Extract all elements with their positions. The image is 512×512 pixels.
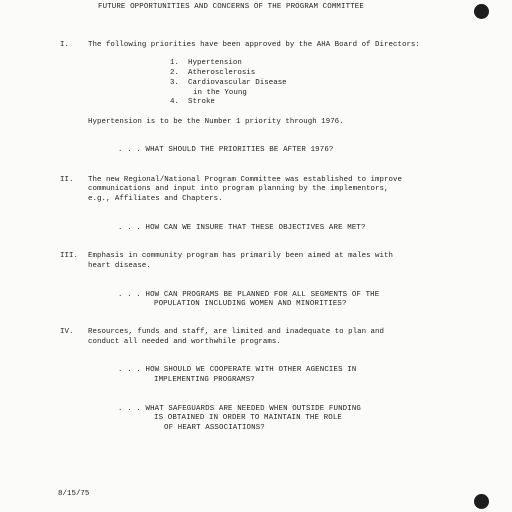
question-4b-line-1: . . . WHAT SAFEGUARDS ARE NEEDED WHEN OUTSIDE FUNDING [118,405,362,413]
priority-label-1: Hypertension [188,59,242,67]
section-numeral-3: III. [60,252,78,260]
section-numeral-4: IV. [60,328,74,336]
section-text-4-line-1: Resources, funds and staff, are limited and inadequate to plan and [88,328,385,336]
question-1: . . . WHAT SHOULD THE PRIORITIES BE AFTER 1976? [118,146,334,154]
binder-hole-bottom [474,494,489,509]
priority-label-2: Atherosclerosis [188,69,256,77]
question-4a-line-1: . . . HOW SHOULD WE COOPERATE WITH OTHER AGENCIES IN [118,366,357,374]
section-text-2-line-2: communications and input into program planning by the implementors, [88,185,389,193]
priority-number-4: 4. [170,98,179,106]
priority-number-3: 3. [170,79,179,87]
section-text-4-line-2: conduct all needed and worthwhile programs. [88,338,281,346]
priority-label-3: Cardiovascular Disease [188,79,287,87]
question-3-line-1: . . . HOW CAN PROGRAMS BE PLANNED FOR ALL SEGMENTS OF THE [118,291,380,299]
question-4b-line-2: IS OBTAINED IN ORDER TO MAINTAIN THE ROLE [154,414,342,422]
question-4a-line-2: IMPLEMENTING PROGRAMS? [154,376,255,384]
question-4b-line-3: OF HEART ASSOCIATIONS? [164,424,265,432]
binder-hole-top [474,4,489,19]
priority-label-3-cont: in the Young [193,89,247,97]
section-numeral-1: I. [60,41,69,49]
question-3-line-2: POPULATION INCLUDING WOMEN AND MINORITIES? [154,300,347,308]
document-title: FUTURE OPPORTUNITIES AND CONCERNS OF THE PROGRAM COMMITTEE [98,3,364,11]
priority-label-4: Stroke [188,98,215,106]
section-numeral-2: II. [60,176,74,184]
document-date: 8/15/75 [58,490,90,498]
section-note-1: Hypertension is to be the Number 1 priority through 1976. [88,118,344,126]
section-text-2-line-1: The new Regional/National Program Committee was established to improve [88,176,402,184]
section-text-1-line-1: The following priorities have been approved by the AHA Board of Directors: [88,41,420,49]
section-text-3-line-2: heart disease. [88,262,151,270]
section-text-2-line-3: e.g., Affiliates and Chapters. [88,195,223,203]
section-text-3-line-1: Emphasis in community program has primarily been aimed at males with [88,252,393,260]
priority-number-1: 1. [170,59,179,67]
priority-number-2: 2. [170,69,179,77]
question-2: . . . HOW CAN WE INSURE THAT THESE OBJECTIVES ARE MET? [118,224,366,232]
